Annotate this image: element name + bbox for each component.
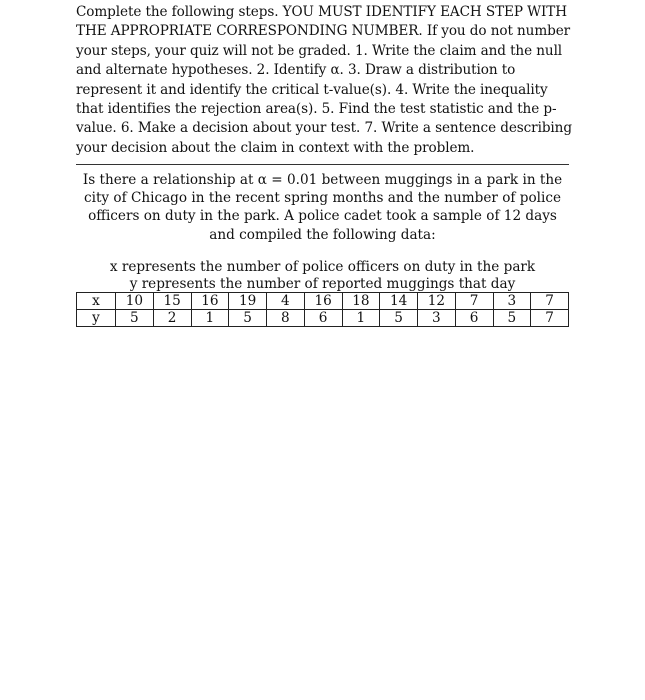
table-cell-x: 7 (455, 293, 493, 310)
table-cell-y: 6 (304, 310, 342, 327)
table-cell-y: 5 (380, 310, 418, 327)
table-cell-x: 3 (493, 293, 531, 310)
question-text: Is there a relationship at α = 0.01 between muggings in a park in the city of Chicago in the recent spring months and the number of police officers on duty in the park. A police cadet took a sample of 12 days and compiled the following data: (82, 172, 563, 243)
instructions-text: Complete the following steps. YOU MUST IDENTIFY EACH STEP WITH THE APPROPRIATE CORRESPONDING NUMBER. If you do not number your steps, your quiz will not be graded. 1. Write the claim and the null and alternate hypotheses. 2. Identify α. 3. Draw a distribution to represent it and identify the critical t-value(s). 4. Write the inequality that identifies the rejection area(s). 5. Find the test statistic and the p-value. 6. Make a decision about your test. 7. Write a sentence describing your decision about the claim in context with the problem. (76, 4, 572, 156)
table-cell-x: 14 (380, 293, 418, 310)
table-row-x (77, 293, 569, 310)
table-cell-x: 19 (229, 293, 267, 310)
table-cell-x: 10 (116, 293, 154, 310)
table-cell-y: 2 (153, 310, 191, 327)
table-cell-x: 7 (531, 293, 569, 310)
section-divider (76, 164, 569, 165)
table-cell-x: 12 (418, 293, 456, 310)
table-row-y (77, 310, 569, 327)
table-cell-y: 1 (342, 310, 380, 327)
table-cell-x: 16 (191, 293, 229, 310)
table-cell-y: 5 (229, 310, 267, 327)
row-label-x: x (77, 293, 116, 310)
table-cell-y: 7 (531, 310, 569, 327)
table-cell-x: 16 (304, 293, 342, 310)
table-cell-x: 4 (267, 293, 305, 310)
table-cell-y: 8 (267, 310, 305, 327)
x-variable-caption: x represents the number of police officers on duty in the park (109, 259, 536, 275)
table-cell-y: 5 (116, 310, 154, 327)
y-variable-caption: y represents the number of reported muggings that day (129, 276, 516, 292)
table-cell-y: 5 (493, 310, 531, 327)
row-label-y: y (77, 310, 116, 327)
table-cell-y: 6 (455, 310, 493, 327)
table-cell-x: 15 (153, 293, 191, 310)
table-cell-x: 18 (342, 293, 380, 310)
data-table (76, 292, 569, 327)
table-cell-y: 1 (191, 310, 229, 327)
table-cell-y: 3 (418, 310, 456, 327)
